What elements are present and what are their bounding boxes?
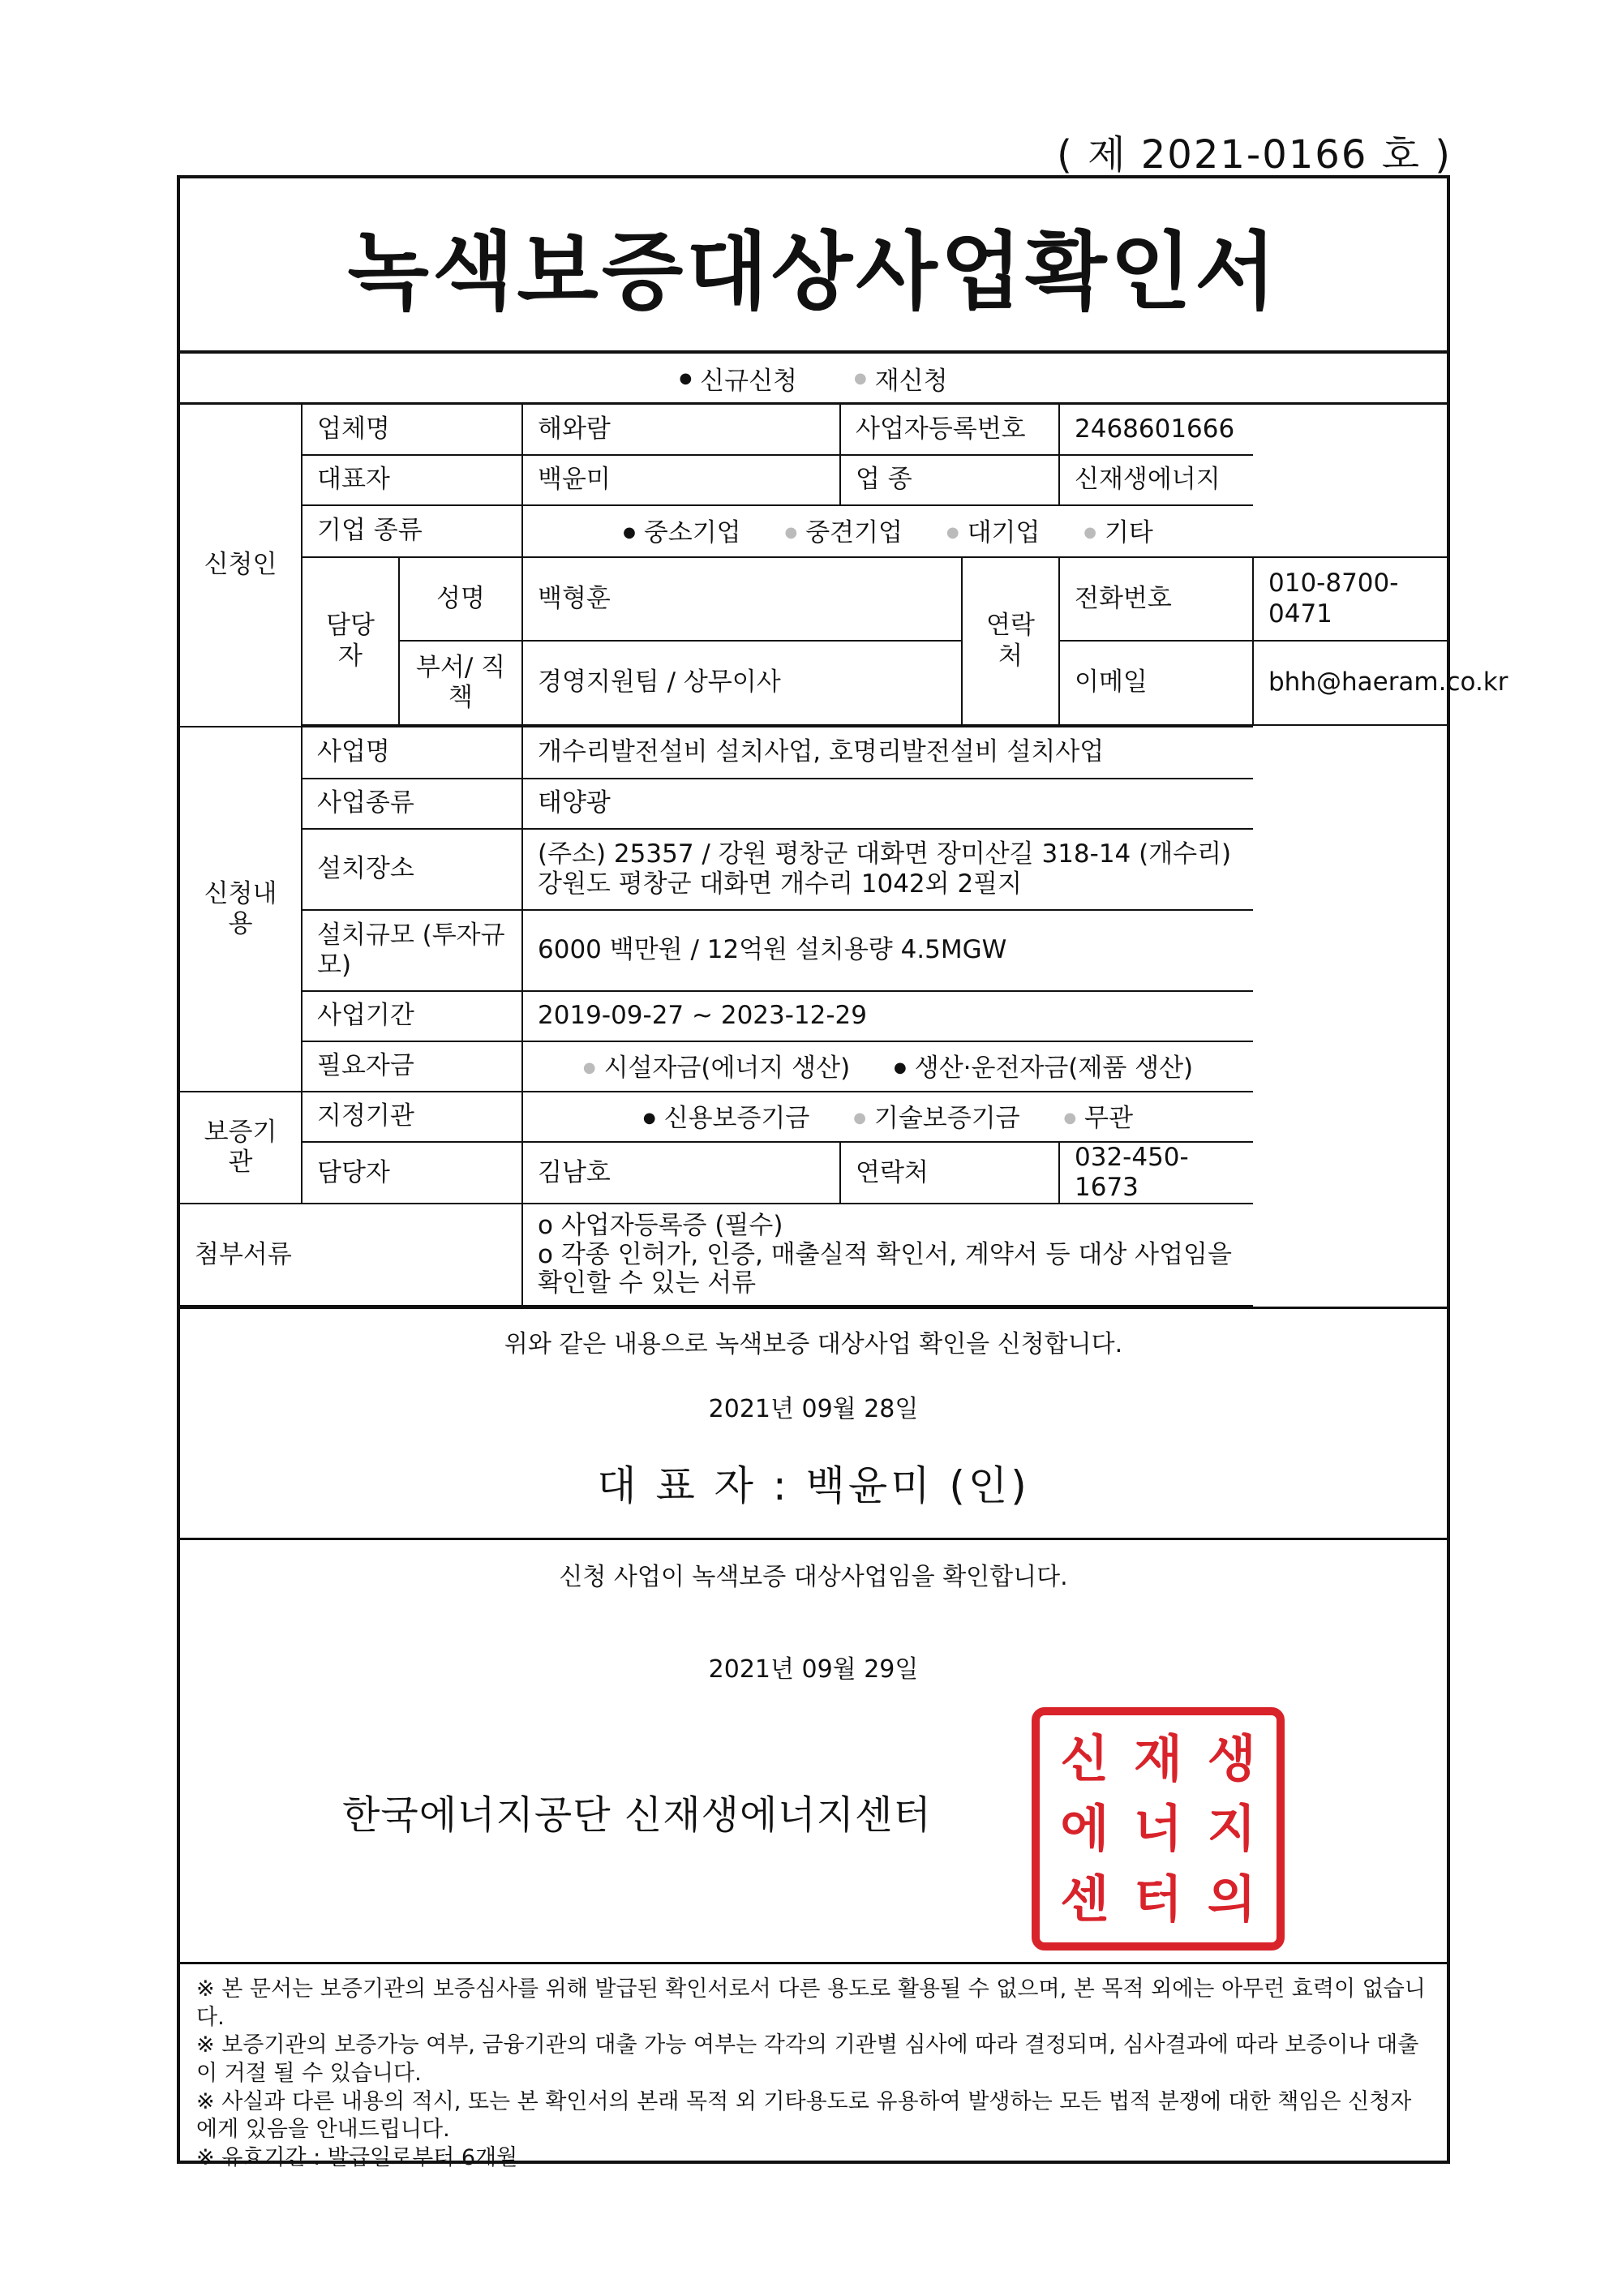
industry-value: 신재생에너지 xyxy=(1059,455,1253,505)
unselected-dot-icon: ● xyxy=(784,524,798,542)
option-label: 중견기업 xyxy=(805,517,903,547)
option-kibo xyxy=(853,1104,1019,1134)
note-item: ※ 본 문서는 보증기관의 보증심사를 위해 발급된 확인서로서 다른 용도로 활용될 수 없으며, 본 목적 외에는 아무런 효력이 없습니다. xyxy=(196,1976,1426,2030)
option-new-application xyxy=(679,360,797,397)
company-name-label: 업체명 xyxy=(302,405,522,455)
option-label: 대기업 xyxy=(967,517,1041,547)
scale-value: 6000 백만원 / 12억원 설치용량 4.5MGW xyxy=(522,910,1253,991)
option-sme xyxy=(623,518,741,548)
contact-person-label: 담당자 xyxy=(302,557,399,725)
selected-dot-icon: ● xyxy=(894,1059,907,1077)
phone-label: 전화번호 xyxy=(1059,557,1253,641)
note-item: ※ 사실과 다른 내용의 적시, 또는 본 확인서의 본래 목적 외 기타용도로 유용하여 발생하는 모든 법적 분쟁에 대한 책임은 신청자에게 있음을 안내드립니다. xyxy=(196,2088,1412,2143)
issuer-name: 한국에너지공단 신재생에너지센터 xyxy=(342,1792,932,1839)
option-none xyxy=(1063,1104,1133,1134)
unselected-dot-icon: ● xyxy=(1083,524,1096,542)
note-item: ※ 유효기간 : 발급일로부터 6개월 xyxy=(196,2144,518,2170)
option-label: 기타 xyxy=(1104,517,1153,547)
designated-label: 지정기관 xyxy=(302,1092,522,1142)
note-item: ※ 보증기관의 보증가능 여부, 금융기관의 대출 가능 여부는 각각의 기관별 심사에 따라 결정되며, 심사결과에 따라 보증이나 대출이 거절 될 수 있습니다. xyxy=(196,2032,1419,2087)
unselected-dot-icon: ● xyxy=(946,524,959,542)
option-label: 생산·운전자금(제품 생산) xyxy=(914,1053,1194,1083)
funds-options xyxy=(522,1041,1253,1092)
attachment-item: o 사업자등록증 (필수) xyxy=(538,1210,783,1240)
guarantor-person-label: 담당자 xyxy=(302,1142,522,1204)
request-date: 2021년 09월 28일 xyxy=(708,1395,919,1424)
name-label: 성명 xyxy=(399,557,522,641)
seal-character: 재 xyxy=(1134,1728,1182,1788)
unselected-dot-icon: ● xyxy=(582,1059,596,1077)
project-name-value: 개수리발전설비 설치사업, 호명리발전설비 설치사업 xyxy=(522,727,1253,779)
attachments-list xyxy=(522,1204,1253,1306)
company-type-options xyxy=(522,505,1253,557)
dept-value: 경영지원팀 / 상무이사 xyxy=(522,641,962,725)
title-box xyxy=(180,178,1447,354)
seal-character: 생 xyxy=(1207,1728,1256,1788)
notes-section xyxy=(180,1962,1447,2172)
option-kodit xyxy=(643,1104,809,1134)
document-number: ( 제 2021-0166 호 ) xyxy=(1057,132,1452,178)
seal-character: 신 xyxy=(1060,1728,1109,1788)
attachment-item: o 각종 인허가, 인증, 매출실적 확인서, 계약서 등 대상 사업임을 확인할 수 있는 서류 xyxy=(538,1239,1232,1298)
guarantor-section-label: 보증기관 xyxy=(180,1092,302,1204)
email-value: bhh@haeram.co.kr xyxy=(1253,641,1447,725)
seal-character: 의 xyxy=(1207,1869,1256,1929)
name-value: 백형훈 xyxy=(522,557,962,641)
option-label: 신용보증기금 xyxy=(663,1103,810,1133)
confirmation-section xyxy=(180,1538,1447,1962)
unselected-dot-icon: ● xyxy=(853,1109,866,1127)
location-value: (주소) 25357 / 강원 평창군 대화면 장미산길 318-14 (개수리) 강원도 평창군 대화면 개수리 1042외 2필지 xyxy=(522,829,1253,910)
period-value: 2019-09-27 ~ 2023-12-29 xyxy=(522,991,1253,1041)
dept-label: 부서/ 직책 xyxy=(399,641,522,725)
project-name-label: 사업명 xyxy=(302,727,522,779)
option-midsize xyxy=(784,518,903,548)
funds-label: 필요자금 xyxy=(302,1041,522,1092)
contact-label: 연락처 xyxy=(962,557,1059,725)
option-facility-funds xyxy=(583,1054,850,1084)
seal-character: 센 xyxy=(1060,1869,1109,1929)
option-operating-funds xyxy=(894,1054,1193,1084)
representative-value: 백윤미 xyxy=(522,455,840,505)
option-label: 기술보증기금 xyxy=(873,1103,1020,1133)
option-reapplication xyxy=(854,360,948,397)
selected-dot-icon: ● xyxy=(642,1109,656,1127)
request-statement: 위와 같은 내용으로 녹색보증 대상사업 확인을 신청합니다. xyxy=(504,1330,1123,1359)
seal-character: 지 xyxy=(1207,1799,1256,1859)
email-label: 이메일 xyxy=(1059,641,1253,725)
certificate-frame xyxy=(177,175,1508,2170)
designated-options xyxy=(522,1092,1253,1142)
guarantor-person-value: 김남호 xyxy=(522,1142,840,1204)
representative-signature-line: 대 표 자 : 백윤미 (인) xyxy=(597,1462,1030,1510)
seal-character: 에 xyxy=(1060,1799,1109,1859)
business-reg-no-label: 사업자등록번호 xyxy=(840,405,1059,455)
seal-character: 너 xyxy=(1134,1799,1182,1859)
application-section-label: 신청내용 xyxy=(180,727,302,1092)
project-type-label: 사업종류 xyxy=(302,779,522,829)
location-label: 설치장소 xyxy=(302,829,522,910)
option-label: 신규신청 xyxy=(700,366,797,396)
selected-dot-icon: ● xyxy=(623,524,636,542)
scale-label: 설치규모 (투자규모) xyxy=(302,910,522,991)
company-type-label: 기업 종류 xyxy=(302,505,522,557)
confirmation-statement: 신청 사업이 녹색보증 대상사업임을 확인합니다. xyxy=(559,1563,1068,1592)
option-label: 재신청 xyxy=(874,366,948,396)
seal-character: 터 xyxy=(1134,1869,1182,1929)
industry-label: 업 종 xyxy=(840,455,1059,505)
application-type-row xyxy=(180,354,1447,405)
form-table xyxy=(180,405,1508,1307)
official-seal-icon xyxy=(1032,1707,1285,1951)
confirmation-date: 2021년 09월 29일 xyxy=(708,1655,919,1684)
phone-value: 010-8700-0471 xyxy=(1253,557,1447,641)
document-title: 녹색보증대상사업확인서 xyxy=(347,222,1280,321)
option-label: 무관 xyxy=(1084,1103,1134,1133)
option-label: 시설자금(에너지 생산) xyxy=(603,1053,851,1083)
guarantor-contact-label: 연락처 xyxy=(840,1142,1059,1204)
request-section xyxy=(180,1307,1447,1538)
period-label: 사업기간 xyxy=(302,991,522,1041)
unselected-dot-icon: ● xyxy=(1063,1109,1077,1127)
company-name-value: 해와람 xyxy=(522,405,840,455)
unselected-dot-icon: ● xyxy=(853,369,867,387)
option-large xyxy=(946,518,1041,548)
option-other xyxy=(1083,518,1153,548)
representative-label: 대표자 xyxy=(302,455,522,505)
project-type-value: 태양광 xyxy=(522,779,1253,829)
guarantor-contact-value: 032-450-1673 xyxy=(1059,1142,1253,1204)
selected-dot-icon: ● xyxy=(679,369,693,387)
attachments-label: 첨부서류 xyxy=(180,1204,522,1306)
option-label: 중소기업 xyxy=(643,517,741,547)
business-reg-no-value: 2468601666 xyxy=(1059,405,1253,455)
applicant-section-label: 신청인 xyxy=(180,405,302,727)
